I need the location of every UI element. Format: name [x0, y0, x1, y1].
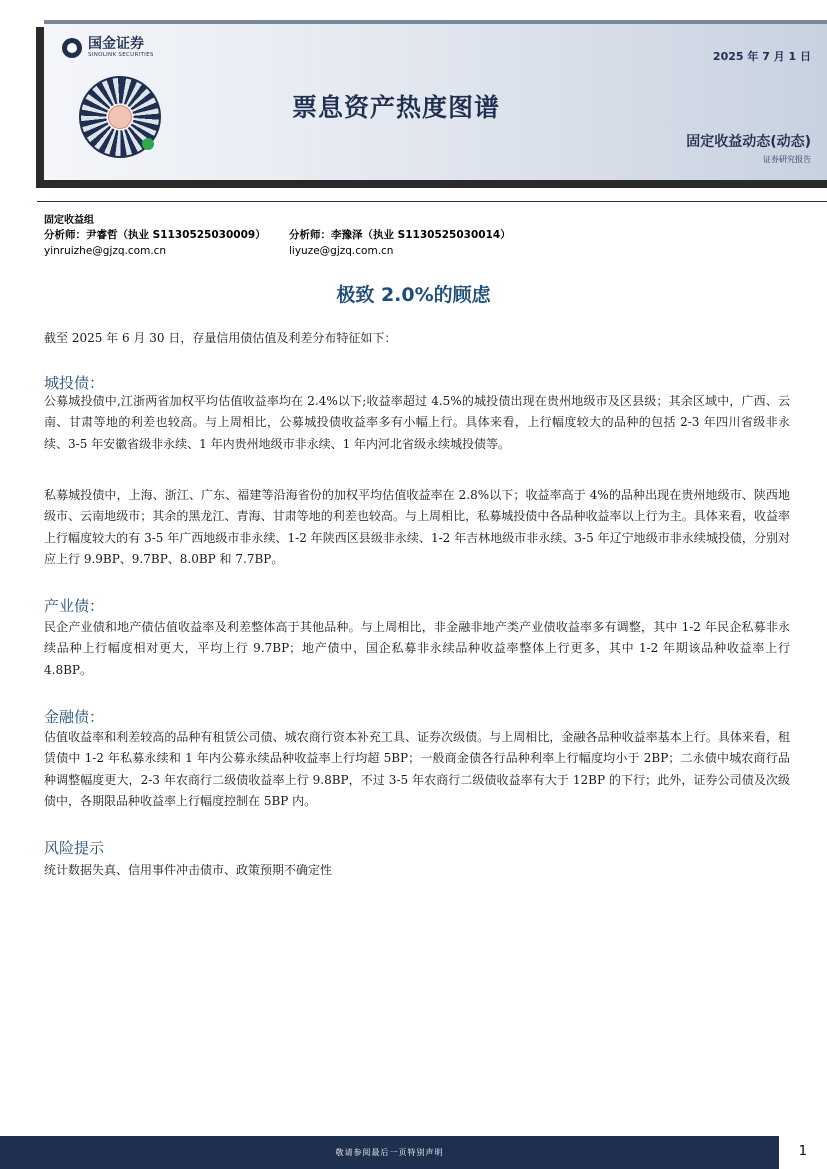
logo-mark-icon	[62, 38, 82, 58]
report-subtitle: 极致 2.0%的顾虑	[336, 284, 491, 306]
report-date: 2025 年 7 月 1 日	[712, 50, 811, 63]
footer-bar	[0, 1136, 779, 1169]
page-number: 1	[798, 1144, 807, 1159]
company-logo	[62, 37, 154, 59]
footer-disclaimer: 敬请参阅最后一页特别声明	[335, 1148, 444, 1157]
analyst-2-email[interactable]: liyuze@gjzq.com.cn	[289, 245, 394, 257]
report-title: 票息资产热度图谱	[292, 93, 501, 122]
header-divider	[37, 201, 827, 202]
paragraph-chengtou-public: 公募城投债中,江浙两省加权平均估值收益率均在 2.4%以下;收益率超过 4.5%的城投债出现在贵州地级市及区县级；其余区域中，广西、云南、甘肃等地的利差也较高。与上周相比，公募城投债收益率多有小幅上行。具体来看，上行幅度较大的品种的包括 2-3 年四川省级非永续、3-5 年安徽省级非永续、1 年内贵州地级市非永续、1 年内河北省级永续城投债等。	[44, 394, 790, 451]
analyst-2: 分析师：李豫泽（执业 S1130525030014）	[289, 229, 511, 241]
section-heading-risk: 风险提示	[44, 839, 105, 857]
page-footer	[0, 1136, 827, 1169]
section-heading-industrial: 产业债：	[44, 597, 105, 615]
logo-cn-text: 国金证券	[88, 36, 144, 52]
report-type: 固定收益动态(动态)	[686, 134, 811, 150]
analyst-1: 分析师：尹睿哲（执业 S1130525030009）	[44, 229, 266, 241]
team-name: 固定收益组	[44, 215, 94, 226]
mini-program-icon	[142, 138, 154, 150]
report-kind: 证券研究报告	[763, 155, 811, 164]
paragraph-risk: 统计数据失真、信用事件冲击债市、政策预期不确定性	[44, 863, 333, 877]
intro-text: 截至 2025 年 6 月 30 日，存量信用债估值及利差分布特征如下：	[44, 331, 397, 345]
paragraph-industrial: 民企产业债和地产债估值收益率及利差整体高于其他品种。与上周相比，非金融非地产类产业债收益率多有调整，其中 1-2 年民企私募非永续品种上行幅度相对更大，平均上行 9.7BP；地产债中，国企私募非永续品种收益率整体上行更多，其中 1-2 年期该品种收益率上行 4.8BP。	[44, 620, 790, 677]
paragraph-chengtou-private: 私募城投债中，上海、浙江、广东、福建等沿海省份的加权平均估值收益率在 2.8%以下；收益率高于 4%的品种出现在贵州地级市、陕西地级市、云南地级市；其余的黑龙江、青海、甘肃等地的利差也较高。与上周相比，私募城投债中各品种收益率以上行为主。具体来看，收益率上行幅度较大的有 3-5 年广西地级市非永续、1-2 年陕西区县级非永续、1-2 年吉林地级市非永续、3-5 年辽宁地级市非永续城投债，分别对应上行 9.9BP、9.7BP、8.0BP 和 7.7BP。	[44, 488, 790, 566]
qr-center-logo-icon	[108, 105, 132, 129]
logo-en-text: SINOLINK SECURITIES	[88, 52, 154, 58]
analyst-1-email[interactable]: yinruizhe@gjzq.com.cn	[44, 245, 167, 257]
section-heading-financial: 金融债：	[44, 708, 105, 726]
header-stripe	[44, 20, 827, 24]
paragraph-financial: 估值收益率和利差较高的品种有租赁公司债、城农商行资本补充工具、证券次级债。与上周相比，金融各品种收益率基本上行。具体来看，租赁债中 1-2 年私募永续和 1 年内公募永续品种收益率上行均超 5BP；一般商金债各行品种利率上行幅度均小于 2BP；二永债中城农商行品种调整幅度更大，2-3 年农商行二级债收益率上行 9.8BP，不过 3-5 年农商行二级债收益率有大于 12BP 的下行；此外，证券公司债及次级债中，各期限品种收益率上行幅度控制在 5BP 内。	[44, 730, 790, 808]
section-heading-chengtou: 城投债：	[44, 374, 105, 392]
